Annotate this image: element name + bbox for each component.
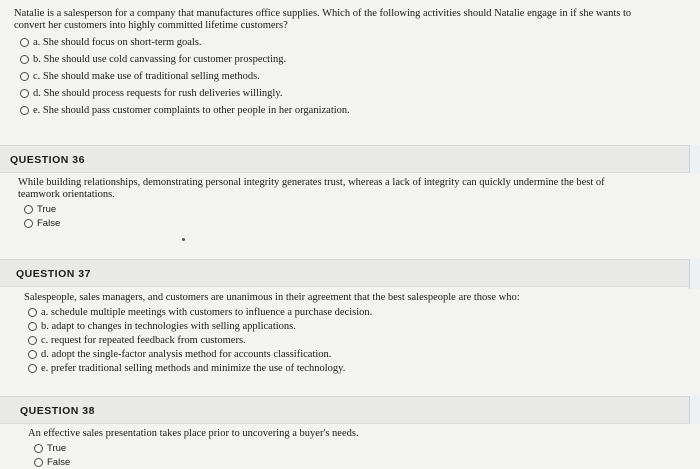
q37-option-a[interactable] [28, 305, 700, 319]
option-label: e. She should pass customer complaints to other people in her organization. [33, 105, 350, 116]
option-label: True [37, 203, 57, 215]
option-label: False [37, 217, 61, 229]
q37-option-c[interactable] [28, 333, 700, 347]
radio-button[interactable] [20, 38, 29, 47]
option-label: b. adapt to changes in technologies with selling applications. [41, 320, 296, 332]
radio-button[interactable] [20, 89, 29, 98]
question-36-header-band [0, 145, 700, 173]
question-36-stem: While building relationships, demonstrating personal integrity generates trust, whereas a lack of integrity can quickly undermine the best of teamwork orientations. [18, 177, 605, 200]
radio-button[interactable] [34, 458, 43, 467]
question-38-header-band [0, 396, 700, 424]
question-37-title: QUESTION 37 [16, 268, 91, 280]
right-panel-edge [689, 396, 700, 424]
option-label: d. adopt the single-factor analysis method for accounts classification. [41, 348, 332, 360]
question-37 [24, 292, 700, 375]
radio-button[interactable] [20, 106, 29, 115]
question-37-header-band [0, 259, 700, 287]
radio-button[interactable] [28, 336, 37, 345]
option-label: a. schedule multiple meetings with customers to influence a purchase decision. [41, 306, 373, 318]
q38-option-true[interactable] [34, 441, 700, 455]
question-36 [18, 177, 700, 230]
q35-option-a[interactable] [20, 34, 700, 51]
option-label: e. prefer traditional selling methods and minimize the use of technology. [41, 362, 346, 374]
radio-button[interactable] [24, 219, 33, 228]
option-label: d. She should process requests for rush deliveries willingly. [33, 88, 283, 99]
q36-option-false[interactable] [24, 216, 700, 230]
radio-button[interactable] [34, 444, 43, 453]
q37-option-b[interactable] [28, 319, 700, 333]
radio-button[interactable] [28, 308, 37, 317]
radio-button[interactable] [28, 322, 37, 331]
q37-option-d[interactable] [28, 347, 700, 361]
option-label: True [47, 442, 67, 454]
q35-option-d[interactable] [20, 85, 700, 102]
question-35 [14, 8, 700, 119]
question-35-stem: Natalie is a salesperson for a company that manufactures office supplies. Which of the following activities should Natalie engage in if she wants to convert her customers into highly committed lifetime customers? [14, 8, 632, 31]
option-label: a. She should focus on short-term goals. [33, 37, 202, 48]
q38-option-false[interactable] [34, 455, 700, 469]
q36-option-true[interactable] [24, 202, 700, 216]
question-38 [28, 428, 700, 469]
question-38-title: QUESTION 38 [20, 405, 95, 417]
cursor-dot [182, 238, 185, 241]
radio-button[interactable] [20, 55, 29, 64]
radio-button[interactable] [28, 350, 37, 359]
right-panel-edge [689, 145, 700, 173]
option-label: c. She should make use of traditional selling methods. [33, 71, 260, 82]
question-37-stem: Salespeople, sales managers, and customers are unanimous in their agreement that the best salespeople are those who: [24, 292, 520, 303]
option-label: b. She should use cold canvassing for customer prospecting. [33, 54, 287, 65]
radio-button[interactable] [28, 364, 37, 373]
q35-option-c[interactable] [20, 68, 700, 85]
right-panel-edge [689, 259, 700, 289]
option-label: c. request for repeated feedback from customers. [41, 334, 246, 346]
radio-button[interactable] [20, 72, 29, 81]
q37-option-e[interactable] [28, 361, 700, 375]
question-38-stem: An effective sales presentation takes place prior to uncovering a buyer's needs. [28, 428, 359, 439]
question-36-title: QUESTION 36 [10, 154, 85, 166]
radio-button[interactable] [24, 205, 33, 214]
q35-option-b[interactable] [20, 51, 700, 68]
option-label: False [47, 456, 71, 468]
q35-option-e[interactable] [20, 102, 700, 119]
